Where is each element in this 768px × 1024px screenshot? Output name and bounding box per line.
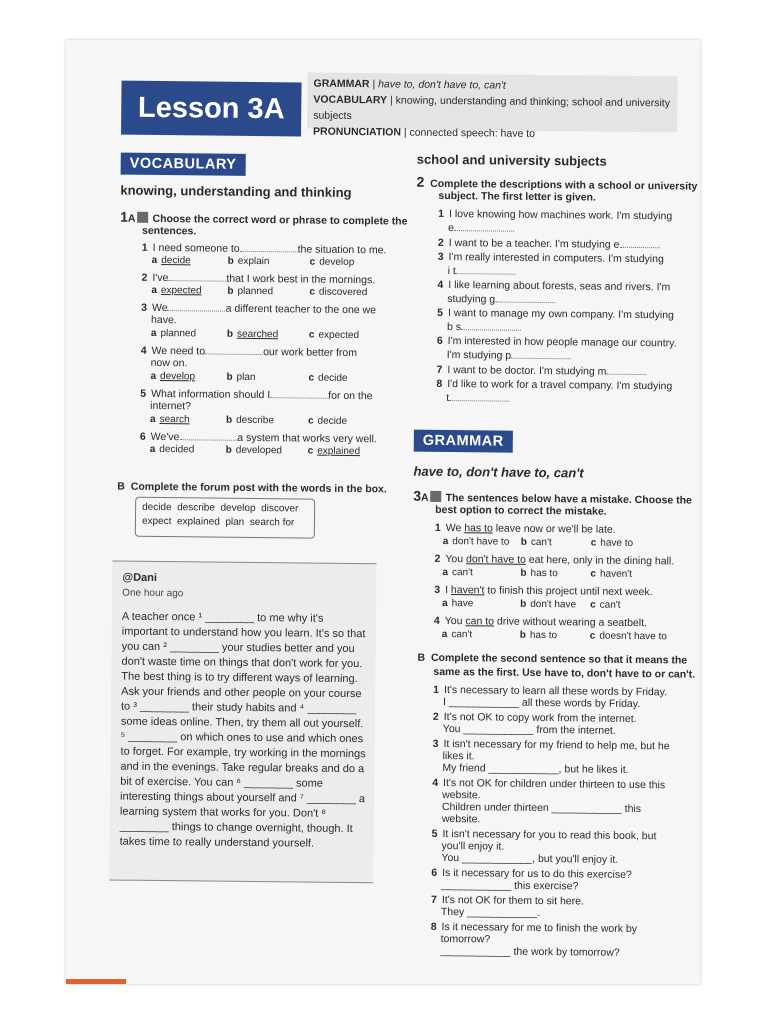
grammar-item-2 [435,553,675,569]
option-letter: b [227,255,234,267]
option-word: describe [236,414,275,427]
page-edge-stripe [66,979,126,984]
option-word: develop [319,256,355,269]
option-letter: c [307,415,314,427]
grammar-item-1-option-b[interactable] [521,537,552,549]
first-letter-hint: t [446,392,450,405]
exercise-3b-instruction-2: same as the first. Use have to, don't have to or can't. [433,665,696,681]
answer-blank[interactable] [454,221,514,232]
item-text: I ____________ all these words by Friday. [443,695,641,711]
item-text-end: to finish this project until next week. [487,584,653,599]
item-number: 2 [437,236,444,249]
item-number: 6 [436,334,443,347]
item-text: website. [442,788,481,802]
item-text-start: You [444,614,463,628]
subject-item-1-answer [448,221,514,236]
answer-blank[interactable] [179,430,237,441]
item-text: Children under thirteen ____________ this [441,800,642,816]
item-text-start: I've [152,271,169,285]
option-word: decided [159,443,195,456]
vocab-item-5-option-a[interactable] [150,414,190,426]
grammar-item-3-option-b[interactable] [520,599,576,612]
item-number: 1 [141,241,148,254]
item-text-cont: now on. [150,356,188,370]
vocab-item-1-option-b[interactable] [228,256,270,268]
item-number: 3 [432,737,439,750]
item-number: 6 [139,430,146,443]
item-text-start: We [151,301,168,315]
lesson-topics [307,73,678,140]
grammar-item-3 [434,584,652,599]
option-letter: b [520,567,527,579]
item-text: I like learning about forests, seas and rivers. I'm [448,279,671,294]
item-text: It's not OK for them to sit here. [441,893,584,908]
option-word: discovered [318,286,368,299]
subject-item-2 [438,236,660,252]
item-mistake: haven't [450,584,485,597]
item-text-end: a system that works very well. [237,431,377,446]
vocab-item-5-cont [150,400,191,413]
item-text-end: a different teacher to the one we [225,302,377,317]
word-box [135,497,315,539]
item-text: It isn't necessary for my friend to help me, but he [443,737,670,753]
grammar-item-3-option-c[interactable] [590,600,620,612]
item-text: tomorrow? [440,932,491,946]
option-word: can't [451,567,473,579]
option-letter: b [225,444,232,456]
vocab-item-4-option-a[interactable] [150,371,195,383]
option-word: expected [160,285,202,297]
item-text-end: eat here, only in the dining hall. [528,553,675,568]
item-number: 3 [437,250,444,263]
item-text: It's not OK to copy work from the internet. [443,710,637,726]
vocab-item-2-option-a[interactable] [151,285,201,298]
option-word: have [451,598,474,610]
grammar-b-item-6-line-2 [441,879,578,893]
item-text-end: our work better from [263,346,358,360]
option-letter: a [151,284,158,296]
option-letter: a [150,327,157,339]
item-text-start: You [445,553,464,566]
option-word: decide [161,255,191,267]
option-word: can't [599,599,621,611]
word-explained: explained [176,516,220,528]
option-word: planned [237,285,274,298]
word-develop: develop [220,502,256,515]
vocab-item-2-option-b[interactable] [227,286,273,298]
answer-blank[interactable] [168,271,226,282]
audio-icon [431,491,442,502]
option-letter: c [309,286,315,298]
option-letter: b [225,414,233,426]
forum-body [120,610,372,853]
grammar-item-3-option-a[interactable] [442,598,473,610]
word-describe: describe [177,502,216,514]
option-word: search [159,414,190,426]
option-word: explain [237,255,270,268]
option-word: doesn't have to [599,630,667,643]
item-text: You ____________, but you'll enjoy it. [441,851,619,866]
option-letter: a [441,628,448,641]
item-text: They ____________. [440,905,541,920]
first-letter-hint: I'm studying p [446,349,512,362]
topic-vocabulary: VOCABULARY | knowing, understanding and thinking; school and university subjects [313,93,671,122]
answer-blank[interactable] [495,293,555,304]
vocab-item-4-cont [151,357,188,370]
item-number: 1 [438,207,445,220]
grammar-b-item-3-line-3 [442,762,628,777]
item-text-start: I need someone to [152,241,240,255]
item-text-cont: have. [151,313,177,327]
audio-icon [137,212,148,223]
item-number: 4 [437,278,444,291]
option-letter: b [226,328,234,340]
option-letter: a [442,566,449,579]
item-text-start: We need to [151,344,206,358]
option-word: expected [318,329,360,342]
subject-item-5-answer [447,320,521,335]
first-letter-hint: e [447,222,454,235]
item-text: ____________ this exercise? [441,878,579,893]
answer-blank[interactable] [168,301,226,312]
forum-post [109,561,376,884]
exercise-2-instruction: 2 Complete the descriptions with a school or university [416,173,698,193]
option-letter: b [520,598,527,610]
answer-blank[interactable] [461,320,521,331]
option-letter: c [590,599,596,611]
option-word: developed [235,444,283,457]
item-text: likes it. [442,749,475,763]
grammar-b-item-5-line-3 [441,852,618,867]
topic-grammar: GRAMMAR | have to, don't have to, can't [313,77,506,92]
exercise-3a-instruction: 3A The sentences below have a mistake. Choose the [413,487,692,507]
forum-time: One hour ago [122,587,184,600]
word-search-for: search for [249,516,295,529]
exercise-1b-instruction: B Complete the forum post with the words in the box. [117,480,387,496]
item-number: 5 [140,387,147,400]
item-text: ____________ the work by tomorrow? [440,944,620,959]
answer-blank[interactable] [606,365,646,375]
item-number: 8 [430,920,437,933]
exercise-3a-instruction-2: best option to correct the mistake. [435,503,607,518]
option-word: don't have to [452,536,510,548]
exercise-1a-instruction-2: sentences. [141,224,197,238]
item-text: It's not OK for children under thirteen to use this [443,776,666,792]
answer-blank[interactable] [511,349,571,360]
item-text-end: for on the [328,389,373,403]
topic-pronunciation: PRONUNCIATION | connected speech: have to [312,125,536,140]
vocab-item-2-option-c[interactable] [309,287,367,300]
option-letter: b [227,285,234,297]
item-text: I want to manage my own company. I'm studying [447,307,674,322]
page-content [66,40,700,984]
item-text: I love knowing how machines work. I'm studying [448,208,673,223]
item-text-end: leave now or we'll be late. [495,522,616,536]
item-text-end: the situation to me. [297,243,387,257]
grammar-item-2-option-a[interactable] [442,567,472,579]
vocab-item-6-option-c[interactable] [308,446,360,459]
option-letter: c [590,568,597,580]
exercise-2-instruction-2: subject. The first letter is given. [438,189,596,204]
word-expect: expect [141,515,172,528]
answer-blank[interactable] [449,391,509,402]
option-letter: c [308,329,315,341]
vocab-item-1-option-c[interactable] [310,257,355,269]
item-text: It isn't necessary for you to read this book, but [442,827,657,843]
grammar-item-1-option-a[interactable] [443,536,510,549]
item-mistake: can to [465,615,495,628]
option-letter: a [149,443,156,455]
item-mistake: don't have to [466,553,526,566]
option-word: searched [236,328,279,341]
item-text: You ____________ from the internet. [442,722,616,737]
item-mistake: has to [464,522,493,535]
subject-item-3-answer [448,264,516,279]
grammar-item-1 [435,522,616,537]
option-word: develop [159,371,196,383]
item-text-end: drive without wearing a seatbelt. [496,615,648,630]
option-word: have to [600,537,634,549]
grammar-item-2-option-b[interactable] [520,568,557,580]
vocab-item-5-option-b[interactable] [226,415,274,428]
grammar-b-item-1-line-2 [443,696,640,711]
option-word: decide [317,372,348,384]
option-word: haven't [599,568,632,580]
answer-blank[interactable] [619,238,659,248]
option-letter: b [226,371,233,383]
option-letter: a [150,370,157,382]
grammar-b-item-2-line-2 [443,723,616,738]
subject-item-4-answer [447,292,555,307]
forum-user: @Dani [122,571,158,584]
subject-item-8-answer [446,391,509,406]
item-text: Is it necessary for me to finish the work by [441,920,638,936]
vocab-item-6-option-a[interactable] [150,444,195,456]
forum-paragraph-2: ⁵ ________ on which ones to use and which ones to forget. For example, try working in the mornings and in the evenings. Take regular breaks and do a bit of exercise. You can ⁶ ________ some interesting things about yourself and ⁷ ________ a learning system that works for you. Don't ⁸ ________ things to change overnight, though. It takes time to really understand yourself. [119,730,366,850]
first-letter-hint: b s [446,321,462,334]
answer-blank[interactable] [240,242,298,253]
word-discover: discover [261,503,299,515]
item-number: 3 [141,301,148,314]
item-text: website. [441,812,481,826]
option-word: has to [529,629,558,642]
item-text: I'd like to work for a travel company. I'm studying [447,378,673,393]
item-text: It's necessary to learn all these words by Friday. [443,683,668,699]
item-number: 2 [141,271,148,284]
item-text-start: We've [150,430,180,444]
item-number: 4 [140,344,147,357]
word-decide: decide [142,501,172,514]
item-text-start: What information should I [151,387,271,402]
item-text-start: We [445,522,462,535]
item-text: I want to be doctor. I'm studying m [447,364,607,378]
item-number: 4 [432,776,439,789]
vocab-heading: knowing, understanding and thinking [120,182,352,200]
item-number: 8 [436,377,443,390]
forum-paragraph-1: A teacher once ¹ ________ to me why it's important to understand how you learn. It's so that you can ² ________ your studies better and you don't waste time on things that don't work for you. The best thing is to try different ways of learning. Ask your friends and other people on your course to ³ ________ their study habits and ⁴ ________ some ideas online. Then, try them all out yourself. [120,610,366,731]
vocab-item-6-option-b[interactable] [226,445,282,458]
item-text: I'm interested in how people manage our country. [447,335,677,350]
option-letter: a [442,535,449,548]
option-letter: a [151,254,158,266]
option-letter: c [308,372,315,384]
option-word: has to [530,567,558,580]
item-text: I'm really interested in computers. I'm studying [448,251,664,266]
option-word: planned [160,328,197,340]
grammar-item-4-option-b[interactable] [520,630,557,642]
word-plan: plan [225,516,245,528]
grammar-tag: GRAMMAR [414,430,513,453]
grammar-item-4-option-c[interactable] [590,631,667,644]
item-number: 2 [434,552,441,565]
vocab-item-4-option-c[interactable] [308,373,347,385]
item-text-end: that I work best in the mornings. [226,272,376,287]
vocab-item-4-option-b[interactable] [226,372,255,384]
grammar-item-2-option-c[interactable] [590,569,632,581]
vocab-item-3-cont [151,314,177,327]
vocabulary-tag: VOCABULARY [121,153,246,176]
option-word: don't have [530,598,577,611]
option-letter: c [309,256,316,268]
item-number: 2 [432,710,439,723]
grammar-heading: have to, don't have to, can't [413,463,584,481]
grammar-item-4 [434,615,647,630]
item-text: My friend ____________, but he likes it. [442,761,629,776]
item-number: 1 [433,683,440,696]
exercise-1a-instruction: 1A Choose the correct word or phrase to complete the [120,208,408,228]
grammar-b-item-8-line-3 [440,945,619,960]
item-text: Is it necessary for us to do this exercise? [442,866,632,881]
lesson-title: Lesson 3A [121,81,302,137]
item-number: 1 [434,521,441,534]
item-number: 7 [436,363,443,376]
item-text: I want to be a teacher. I'm studying e [448,237,620,251]
vocab-item-3-option-b[interactable] [227,329,278,342]
first-letter-hint: i t [447,265,456,278]
option-word: can't [451,629,473,641]
option-word: plan [236,371,256,384]
subject-item-7 [436,363,646,379]
option-letter: b [520,536,527,548]
option-word: can't [530,536,552,549]
grammar-b-item-4-line-4 [442,813,481,826]
option-letter: c [590,537,597,549]
first-letter-hint: studying g [447,293,496,306]
subject-item-6-answer [447,348,572,363]
grammar-b-item-7-line-2 [441,906,540,920]
item-number: 7 [430,893,437,906]
answer-blank[interactable] [270,388,328,399]
item-number: 3 [434,583,441,596]
item-text-start: I [445,584,449,597]
vocab-item-3-option-c[interactable] [309,330,359,343]
option-letter: c [589,630,596,642]
item-number: 6 [431,866,438,879]
option-letter: b [519,629,526,641]
subjects-heading: school and university subjects [416,151,607,169]
option-letter: a [149,413,156,425]
answer-blank[interactable] [205,344,263,355]
vocab-item-5-option-c[interactable] [308,416,347,428]
vocab-item-1-option-a[interactable] [152,255,191,267]
item-text-cont: internet? [150,399,192,413]
grammar-item-4-option-a[interactable] [442,629,472,641]
option-letter: a [442,597,448,610]
option-word: explained [317,445,361,458]
answer-blank[interactable] [456,264,516,275]
item-number: 5 [431,827,438,840]
vocab-item-3-option-a[interactable] [151,328,196,340]
grammar-item-1-option-c[interactable] [591,538,633,550]
option-letter: c [307,445,314,457]
exercise-3b-instruction: B Complete the second sentence so that it means the [417,651,688,667]
workbook-page [66,40,700,984]
option-word: decide [317,415,348,427]
item-number: 5 [437,306,444,319]
item-text: you'll enjoy it. [441,839,505,853]
item-number: 4 [433,614,440,627]
